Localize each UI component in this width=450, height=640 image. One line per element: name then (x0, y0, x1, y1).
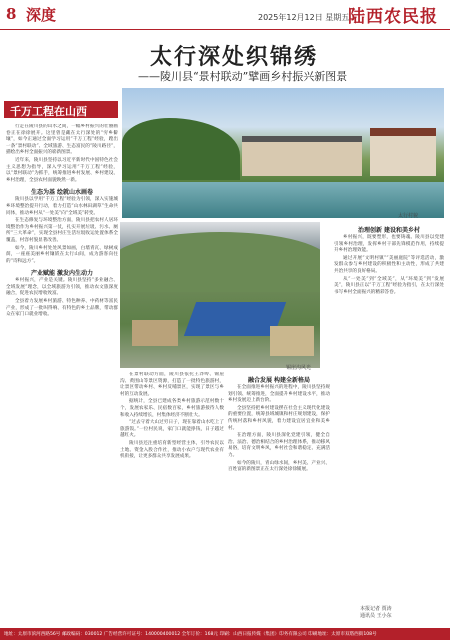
hill-shape (120, 232, 320, 292)
paragraph: 全县着力发展乡村旅游、特色种养、中药材等富民产业，形成了一批叫得响、有特色的乡土品牌，带动群众在家门口就业增收。 (6, 299, 118, 318)
paragraph: 陵川县以学用“千万工程”经验为引领，深入实施城乡环境整治提升行动，着力打造“山水林田湖草”生命共同体，推动乡村从“一处美”向“全域美”转变。 (6, 197, 118, 216)
paragraph: 据统计，全县已建成各类乡村旅游示范村数十个，发展农家乐、民宿数百家，乡村旅游接待人数和收入持续增长，村集体经济不断壮大。 (120, 399, 224, 418)
paragraph: 在治理方面，陵川县深化党建引领，健全自治、法治、德治相结合的乡村治理体系，推动移风易俗，培育文明乡风，乡村社会和谐稳定、充满活力。 (228, 433, 330, 458)
article-column-4 (334, 222, 444, 602)
roof-shape (270, 326, 314, 356)
paragraph: 如今，陵川乡村处处风景如画，白墙青瓦、绿树成荫，一座座美丽乡村镶嵌在太行山间，成为游客向往的“诗和远方”。 (6, 245, 118, 264)
paragraph: 如今的陵川，青山绿水间，乡村美、产业兴、百姓富的新图景正在太行深处徐徐铺展。 (228, 460, 330, 473)
building-shape (370, 128, 436, 176)
subtitle: ——陵川县“景村联动”擘画乡村振兴新图景 (138, 70, 348, 83)
roof-shape (132, 320, 178, 346)
page-header (0, 0, 450, 30)
publication-date: 2025年12月12日 星期五 (258, 13, 350, 22)
page-number: 8 (6, 5, 17, 23)
column-banner: 千万工程在山西 (4, 101, 118, 118)
section-subhead: 产业赋能 激发内生动力 (30, 270, 94, 278)
building-shape (242, 136, 362, 176)
paragraph: 全县坚持把乡村建设摆在社会主义现代化建设的重要位置，统筹县域城镇和村庄规划建设，保护传统村落和乡村风貌，着力建设宜居宜业和美乡村。 (228, 405, 330, 431)
article-column-3 (228, 372, 330, 624)
section-title: 深度 (26, 6, 57, 24)
village-photo (122, 88, 444, 218)
paragraph: 近年来，陵川县坚持以习近平新时代中国特色社会主义思想为指导，深入学习运用“千万工程”经验，以“景村联动”为抓手，统筹推进乡村发展、乡村建设、乡村治理，全县农村面貌焕然一新。 (6, 157, 118, 183)
paragraph: 通过开展“文明村镇”“美丽庭院”等评选活动，激发群众参与乡村建设的积极性和主动性，形成了共建共治共享的良好格局。 (334, 255, 444, 274)
section-subhead: 融合发展 构建全新格局 (247, 377, 311, 384)
photo-caption: 太行村貌 (398, 213, 419, 219)
photo-caption: 锡崖沟风光 (286, 365, 312, 371)
article-column-1 (6, 124, 118, 624)
paragraph: 行走在陵川县的山水之间，一幅乡村振兴的壮丽画卷正在徐徐展开。这里曾是藏在太行深处的“穷乡僻壤”，如今正通过全面学习运用“千万工程”经验，蹚出一条“景村联动”、全域旅游、生态富民的“陵川路径”，描绘出乡村全面振兴的崭新图景。 (6, 124, 118, 156)
byline (360, 606, 392, 620)
headline: 太行深处织锦绣 (150, 44, 319, 70)
paragraph: 在全面推进乡村振兴的进程中，陵川县坚持规划引领、统筹推进，全面提升乡村建设水平，推动乡村发展迈上新台阶。 (228, 385, 330, 404)
paragraph: 乡村振兴，既要塑形，也要铸魂。陵川县以党建引领乡村治理，发挥乡村干部先锋模范作用，持续提升乡村治理效能。 (334, 235, 444, 254)
byline-reporter: 本报记者 贾涛 (360, 606, 392, 612)
paragraph: 在生态修复与环境整治方面，陵川县把农村人居环境整治作为乡村振兴第一仗，扎实开展垃圾、污水、厕所“三大革命”，实现全县村庄生活垃圾收运处置体系全覆盖，村容村貌显著改善。 (6, 218, 118, 243)
section-subhead: 生态为基 绘就山水画卷 (30, 189, 94, 197)
article-column-2 (120, 372, 224, 624)
byline-correspondent: 通讯员 王小东 (360, 613, 392, 619)
trees-shape (122, 118, 240, 180)
paragraph: 在景村联动方面，陵川县依托王莽岭、锡崖沟、黄围山等景区资源，打造了一批特色旅游村，让景区带动乡村、乡村反哺景区，实现了景区与乡村的互动发展。 (120, 372, 224, 397)
pond-shape (122, 182, 444, 218)
newspaper-logo: 陆西农民报 (348, 7, 438, 27)
paragraph: 乡村振兴，产业是关键。陵川县坚持“多业融合、全域发展”理念，以全域旅游为引领，推动农文旅深度融合，促进农民增收致富。 (6, 278, 118, 297)
paragraph: 从“一处美”到“全域美”，从“环境美”到“发展美”，陵川县正以“千万工程”经验为指引，在太行深处书写乡村全面振兴的精彩答卷。 (334, 276, 444, 295)
mountain-village-photo (120, 222, 320, 368)
paragraph: “过去守着大山过穷日子，现在靠着山水吃上了旅游饭。”一位村民说，家门口就能挣钱，日子越过越红火。 (120, 420, 224, 439)
paragraph: 陵川县还注重培育新型经营主体，引导农民以土地、资金入股合作社，推动小农户与现代农业有机衔接，让更多群众共享发展成果。 (120, 440, 224, 460)
page-footer: 地址：太原市滨河西路56号 邮政编码：030012 广告经营许可证号：140000400012 全年订价：168元 印刷：山西日报传媒（集团）印务有限公司 印刷地址：太原市双塔西街108号 (0, 628, 450, 640)
section-subhead: 治理创新 建设和美乡村 (357, 227, 421, 234)
